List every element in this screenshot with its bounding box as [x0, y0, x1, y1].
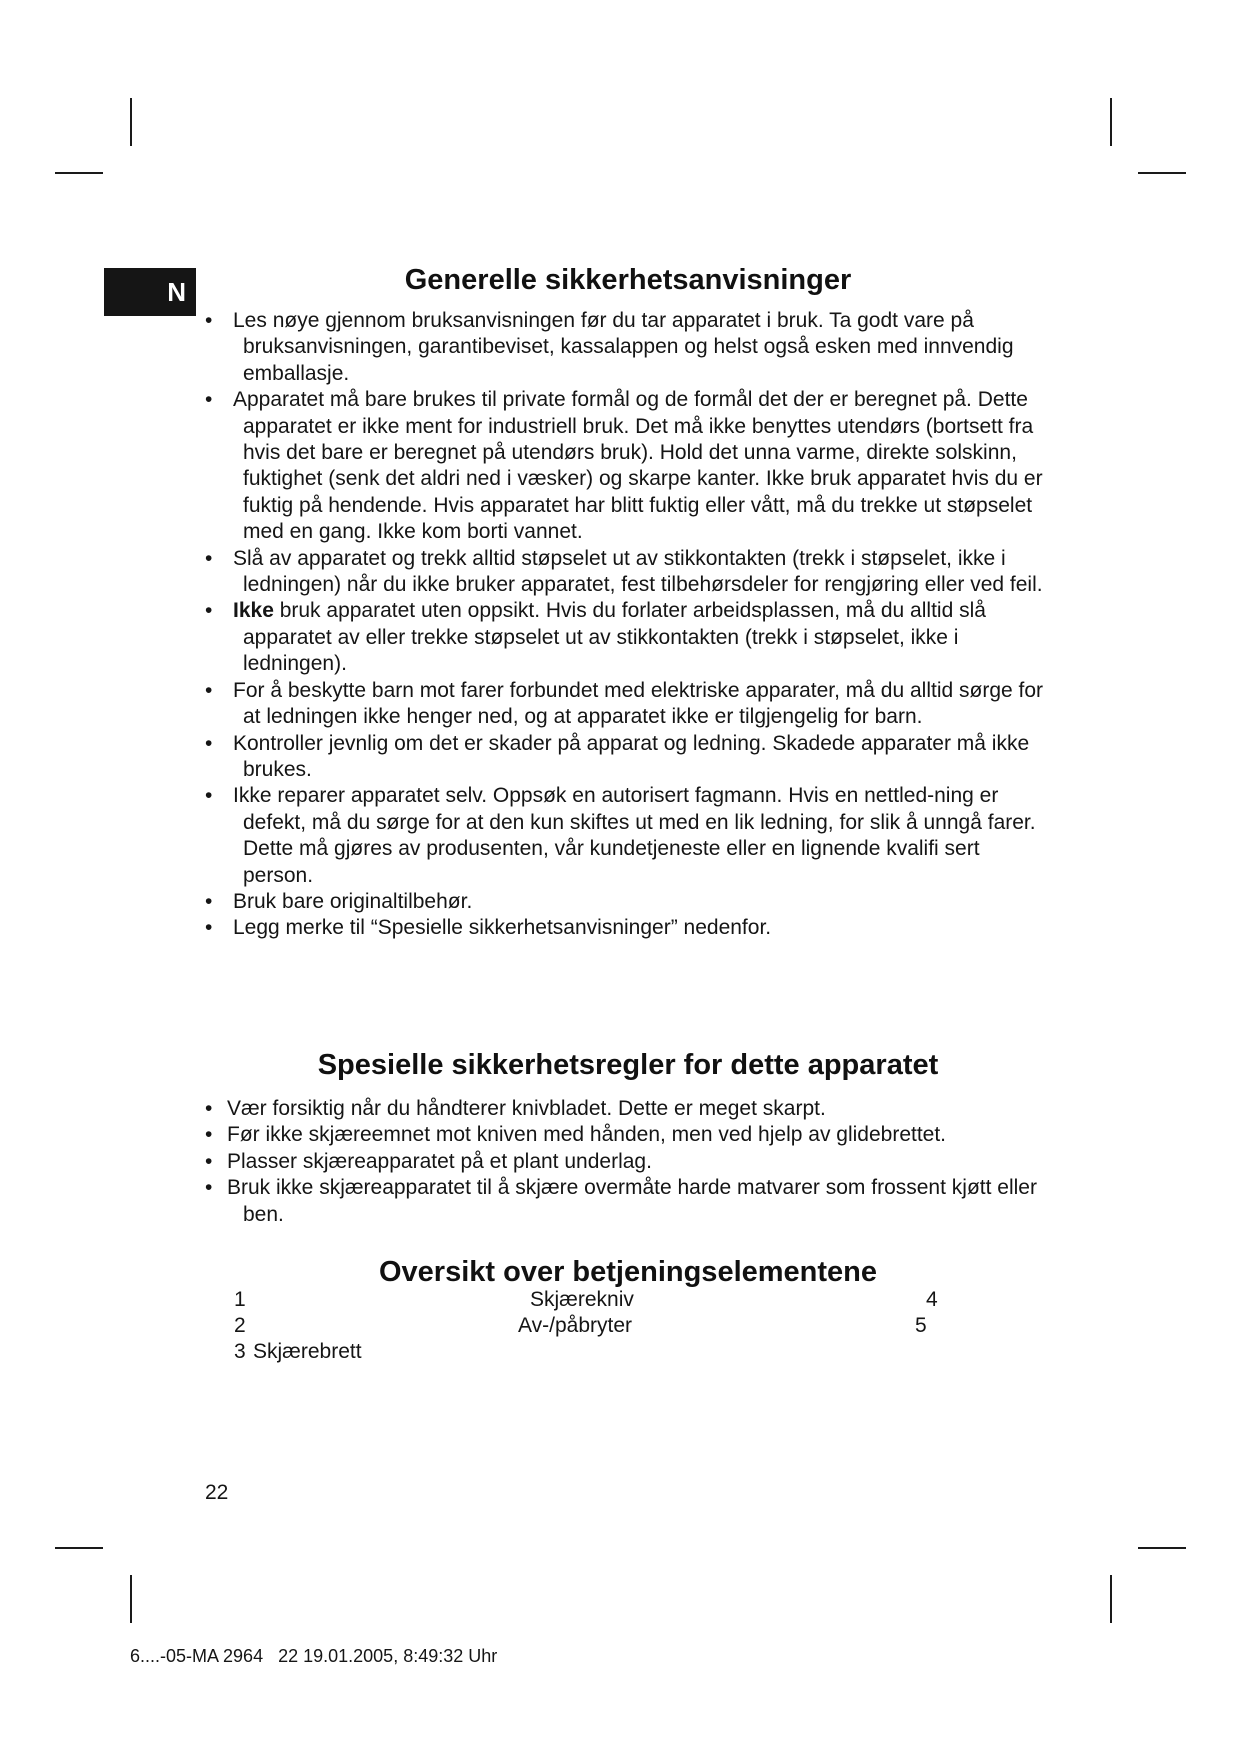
- general-safety-heading: Generelle sikkerhetsanvisninger: [404, 264, 852, 296]
- bullet-icon: •: [205, 731, 213, 755]
- crop-mark: [55, 1547, 103, 1549]
- crop-mark: [130, 98, 132, 146]
- page-number: 22: [205, 1481, 229, 1504]
- bullet-icon: •: [205, 678, 213, 702]
- crop-mark: [55, 172, 103, 174]
- special-safety-list: [205, 1096, 1055, 1228]
- list-item: • Ikke reparer apparatet selv. Oppsøk en autorisert fagmann. Hvis en nettled-ning er defekt, må du sørge for at den kun skiftes ut med en lik ledning, for slik å unngå farer. Dette må gjøres av produsenten, vår kundetjeneste eller en lignende kvalifi sert person.: [205, 784, 1036, 887]
- list-item: • Bruk ikke skjæreapparatet til å skjære overmåte harde matvarer som frossent kjøtt eller ben.: [205, 1176, 1037, 1226]
- list-item: • Vær forsiktig når du håndterer knivbladet. Dette er meget skarpt.: [205, 1096, 1055, 1122]
- bullet-icon: •: [205, 546, 213, 570]
- overview-number: 2: [234, 1314, 246, 1337]
- bullet-icon: •: [205, 1149, 213, 1173]
- bullet-icon: •: [205, 1176, 213, 1200]
- list-item: • Plasser skjæreapparatet på et plant underlag.: [205, 1149, 1055, 1175]
- overview-number: 4: [926, 1288, 938, 1311]
- bullet-icon: •: [205, 1123, 213, 1147]
- list-item: • Kontroller jevnlig om det er skader på apparat og ledning. Skadede apparater må ikke brukes.: [205, 731, 1030, 781]
- overview-number: 5: [915, 1314, 927, 1337]
- controls-overview-heading: Oversikt over betjeningselementene: [378, 1256, 878, 1288]
- list-item: • Slå av apparatet og trekk alltid støpselet ut av stikkontakten (trekk i støpselet, ikke i ledningen) når du ikke bruker apparatet, fest tilbehørsdeler for rengjøring eller ved feil.: [205, 546, 1043, 597]
- bullet-icon: •: [205, 309, 213, 332]
- crop-mark: [130, 1575, 132, 1623]
- list-item: • Les nøye gjennom bruksanvisningen før du tar apparatet i bruk. Ta godt vare på bruksanvisningen, garantibeviset, kassalappen og helst også esken med innvendig emballasje.: [205, 309, 1014, 385]
- overview-number: 3: [234, 1340, 246, 1363]
- crop-mark: [1110, 98, 1112, 146]
- bullet-icon: •: [205, 784, 213, 808]
- special-safety-heading: Spesielle sikkerhetsregler for dette apparatet: [317, 1049, 939, 1081]
- overview-label: Av-/påbryter: [518, 1314, 632, 1337]
- list-item: • Legg merke til “Spesielle sikkerhetsanvisninger” nedenfor.: [205, 915, 1055, 941]
- list-item: • Ikke bruk apparatet uten oppsikt. Hvis du forlater arbeidsplassen, må du alltid slå apparatet av eller trekke støpselet ut av stikkontakten (trekk i støpselet, ikke i ledningen).: [205, 599, 986, 676]
- bullet-icon: •: [205, 916, 213, 940]
- crop-mark: [1138, 1547, 1186, 1549]
- language-tab: N: [104, 268, 196, 316]
- crop-mark: [1110, 1575, 1112, 1623]
- emphasis-text: Ikke: [233, 599, 274, 623]
- print-footer: 6....-05-MA 2964 22 19.01.2005, 8:49:32 Uhr: [130, 1646, 498, 1666]
- crop-mark: [1138, 172, 1186, 174]
- list-item: • For å beskytte barn mot farer forbundet med elektriske apparater, må du alltid sørge for at ledningen ikke henger ned, og at apparatet ikke er tilgjengelig for barn.: [205, 678, 1044, 729]
- overview-number: 1: [234, 1288, 246, 1311]
- bullet-icon: •: [205, 388, 213, 412]
- bullet-icon: •: [205, 889, 213, 913]
- bullet-icon: •: [205, 599, 213, 623]
- overview-label: Skjærekniv: [530, 1288, 634, 1311]
- overview-label: Skjærebrett: [253, 1340, 362, 1363]
- general-safety-list: [205, 308, 1055, 942]
- list-item: • Bruk bare originaltilbehør.: [205, 889, 1055, 915]
- list-item: • Før ikke skjæreemnet mot kniven med hånden, men ved hjelp av glidebrettet.: [205, 1122, 1055, 1148]
- list-item: • Apparatet må bare brukes til private formål og de formål det der er beregnet på. Dette apparatet er ikke ment for industriell bruk. Det må ikke benyttes utendørs (bortsett fra hvis det bare er beregnet på utendørs bruk). Hold det unna varme, direkte solskinn, fuktighet (senk det aldri ned i væsker) og skarpe kanter. Ikke bruk apparatet hvis du er fuktig på hendende. Hvis apparatet har blitt fuktig eller vått, må du trekke ut støpselet med en gang. Ikke kom borti vannet.: [205, 388, 1043, 544]
- bullet-icon: •: [205, 1097, 213, 1120]
